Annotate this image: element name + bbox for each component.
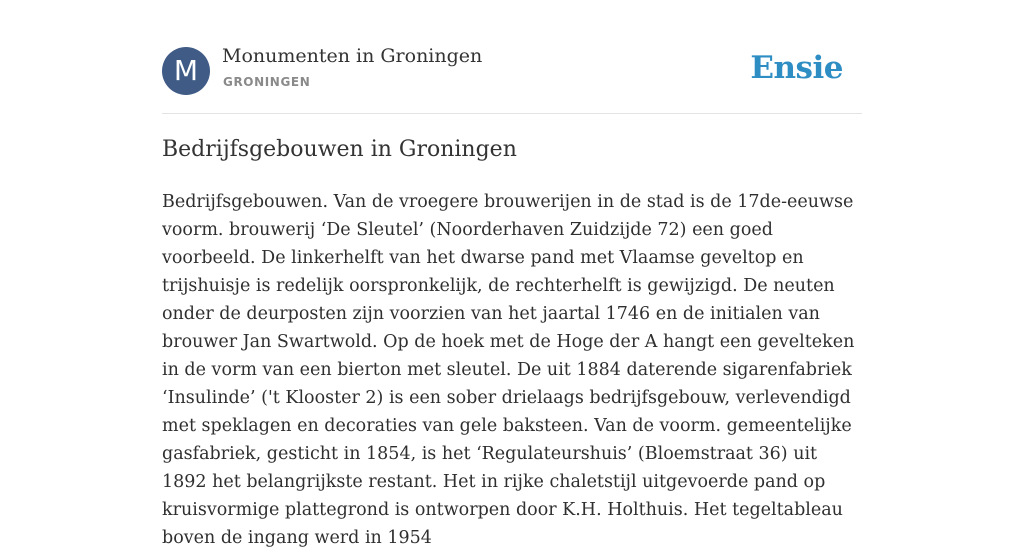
source-avatar[interactable]: M bbox=[162, 47, 210, 95]
source-name-link[interactable]: Monumenten in Groningen bbox=[222, 45, 483, 67]
source-location: GRONINGEN bbox=[223, 75, 311, 89]
ensie-logo[interactable]: Ensie bbox=[750, 50, 843, 86]
content-container bbox=[162, 0, 862, 548]
article-title: Bedrijfsgebouwen in Groningen bbox=[162, 137, 517, 162]
article-body: Bedrijfsgebouwen. Van de vroegere brouwerijen in de stad is de 17de-eeuwse voorm. brouwerij ‘De Sleutel’ (Noorderhaven Zuidzijde 72) een goed voorbeeld. De linkerhelft van het dwarse pand met Vlaamse geveltop en trijshuisje is redelijk oorspronkelijk, de rechterhelft is gewijzigd. De neuten onder de deurposten zijn voorzien van het jaartal 1746 en de initialen van brouwer Jan Swartwold. Op de hoek met de Hoge der A hangt een gevelteken in de vorm van een bierton met sleutel. De uit 1884 daterende sigarenfabriek ‘Insulinde’ ('t Klooster 2) is een sober drielaags bedrijfsgebouw, verlevendigd met speklagen en decoraties van gele baksteen. Van de voorm. gemeentelijke gasfabriek, gesticht in 1854, is het ‘Regulateurshuis’ (Bloemstraat 36) uit 1892 het belangrijkste restant. Het in rijke chaletstijl uitgevoerde pand op kruisvormige plattegrond is ontworpen door K.H. Holthuis. Het tegeltableau boven de ingang werd in 1954 bbox=[162, 192, 855, 548]
source-header bbox=[162, 0, 862, 114]
